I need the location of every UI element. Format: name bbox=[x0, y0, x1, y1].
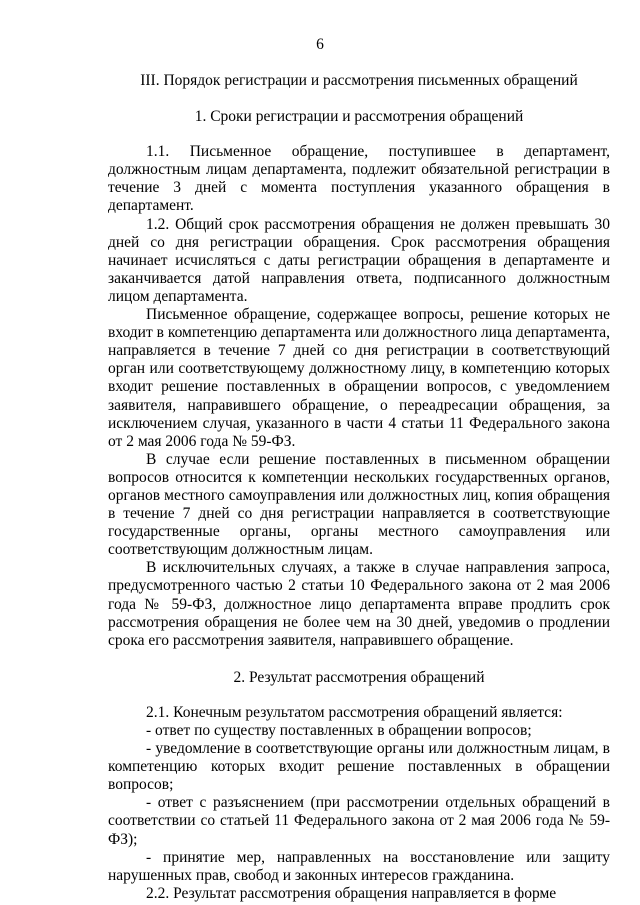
subsection-heading-2: 2. Результат рассмотрения обращений bbox=[233, 668, 485, 686]
paragraph-2-2: 2.2. Результат рассмотрения обращения направляется в форме bbox=[146, 884, 557, 902]
paragraph-2-1: 2.1. Конечным результатом рассмотрения обращений является: bbox=[146, 703, 563, 721]
subsection-heading-1: 1. Сроки регистрации и рассмотрения обращений bbox=[194, 108, 524, 126]
list-item-measures: - принятие мер, направленных на восстановление или защиту нарушенных прав, свобод и законных интересов гражданина. bbox=[108, 848, 610, 884]
list-item-clarification: - ответ с разъяснением (при рассмотрении отдельных обращений в соответствии со статьей 11 Федерального закона от 2 мая 2006 года № 59-ФЗ); bbox=[108, 794, 610, 848]
list-item-notification: - уведомление в соответствующие органы или должностным лицам, в компетенцию которых входит решение поставленных в обращении вопросов; bbox=[108, 740, 610, 794]
paragraph-1-4: В случае если решение поставленных в письменном обращении вопросов относится к компетенции нескольких государственных органов, органов местного самоуправления или должностных лиц, копия обращения в течение 7 дней со дня регистрации направляется в соответствующие государственные органы, органы местного самоуправления или соответствующим должностным лицам. bbox=[108, 450, 610, 559]
list-item-answer: - ответ по существу поставленных в обращении вопросов; bbox=[146, 722, 532, 739]
paragraph-1-2: 1.2. Общий срок рассмотрения обращения не должен превышать 30 дней со дня регистрации обращения. Срок рассмотрения обращения начинает исчисляться с даты регистрации обращения в департаменте и заканчивается датой направления ответа, подписанного должностным лицом департамента. bbox=[108, 215, 610, 305]
paragraph-1-1: 1.1. Письменное обращение, поступившее в департамент, должностным лицам департамента, подлежит обязательной регистрации в течение 3 дней с момента поступления указанного обращения в департамент. bbox=[108, 143, 610, 215]
paragraph-1-5: В исключительных случаях, а также в случае направления запроса, предусмотренного частью 2 статьи 10 Федерального закона от 2 мая 2006 года № 59-ФЗ, должностное лицо департамента вправе продлить срок рассмотрения обращения не более чем на 30 дней, уведомив о продлении срока его рассмотрения заявителя, направившего обращение. bbox=[108, 559, 610, 649]
section-heading: III. Порядок регистрации и рассмотрения письменных обращений bbox=[140, 72, 578, 89]
document-body bbox=[108, 64, 610, 903]
paragraph-1-3: Письменное обращение, содержащее вопросы, решение которых не входит в компетенцию департамента или должностного лица департамента, направляется в течение 7 дней со дня регистрации в соответствующий орган или соответствующему должностному лицу, в компетенцию которых входит решение поставленных в обращении вопросов, с уведомлением заявителя, направившего обращение, о переадресации обращения, за исключением случая, указанного в части 4 статьи 11 Федерального закона от 2 мая 2006 года № 59-ФЗ. bbox=[108, 306, 610, 450]
page-number: 6 bbox=[316, 36, 324, 53]
